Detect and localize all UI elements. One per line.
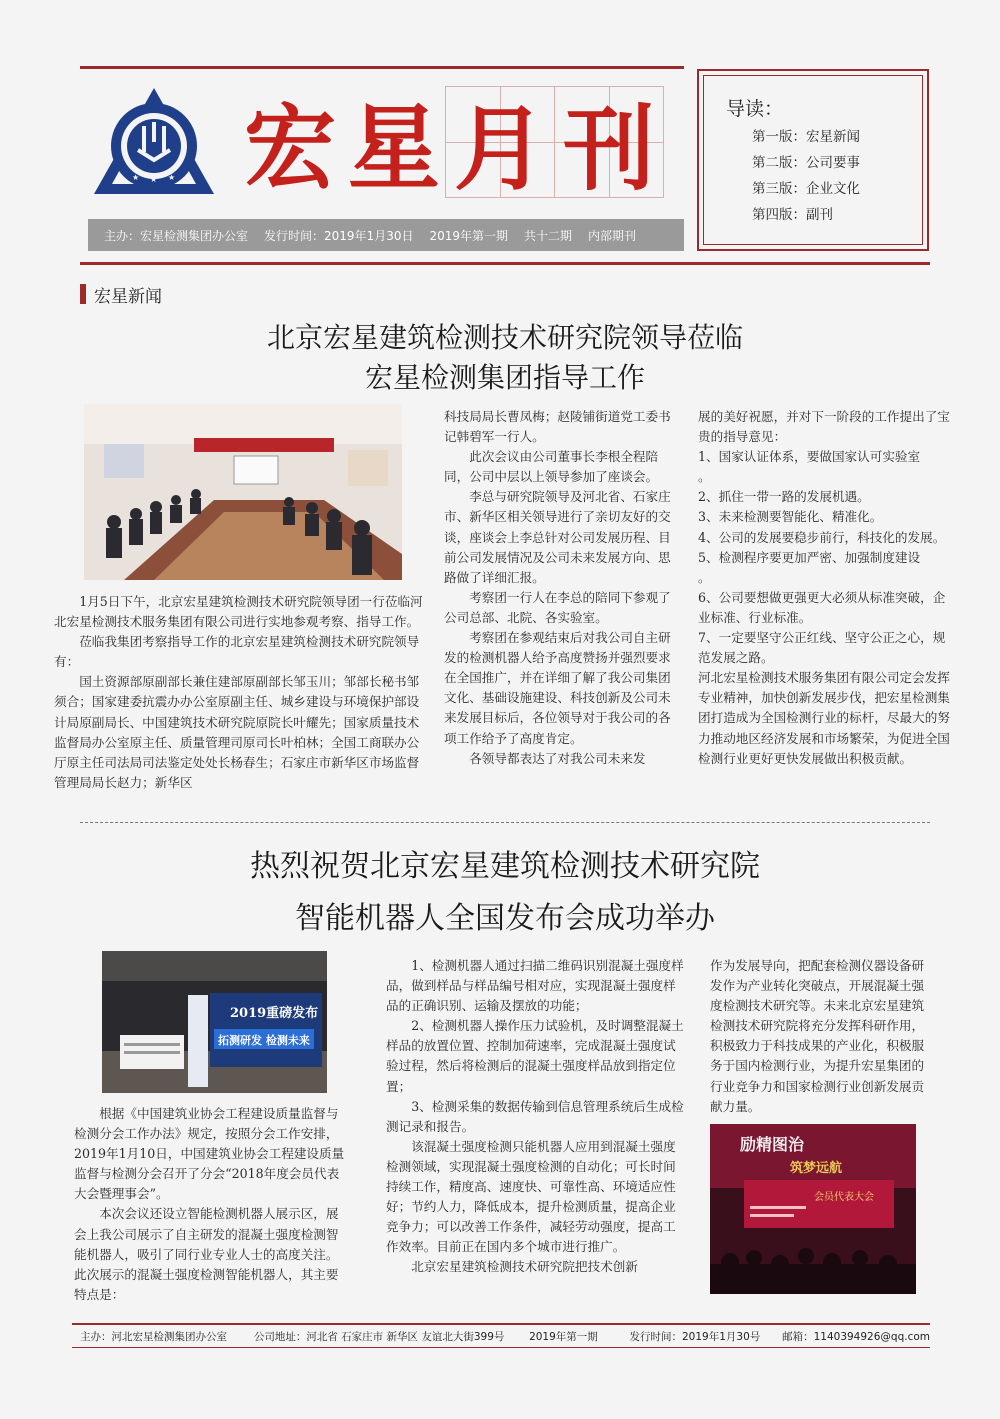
guide-item: 第二版：公司要事: [752, 155, 860, 171]
guidance-point: 。: [698, 469, 711, 485]
feature-point: 1、检测机器人通过扫描二维码识别混凝土强度样品，做到样品与样品编号相对应，实现混凝土强度样品的正确识别、运输及摆放的功能；: [386, 958, 684, 1014]
top-rule: [80, 66, 684, 69]
guide-item: 第三版：企业文化: [752, 181, 860, 197]
svg-text:★: ★: [168, 173, 176, 182]
paragraph: 该混凝土强度检测只能机器人应用到混凝土强度检测领域，实现混凝土强度检测的自动化；可长时间持续工作，精度高、速度快、可靠性高、环境适应性好；节约人力，降低成本，提升检测质量，提高企业竞争力；可以改善工作条件，减轻劳动强度，提高工作效率。目前正在国内多个城市进行推广。: [386, 1138, 676, 1255]
paragraph: 考察团一行人在李总的陪同下参观了公司总部、北院、各实验室。: [444, 589, 671, 625]
robot-launch-photo: [102, 951, 327, 1093]
article1-headline-line1: 北京宏星建筑检测技术研究院领导莅临: [266, 321, 743, 354]
photo-banner-big: 励精图治: [740, 1135, 805, 1154]
guide-title: 导读：: [726, 98, 784, 120]
photo-screen-text: 会员代表大会: [814, 1192, 874, 1203]
photo-banner-small: 筑梦远航: [790, 1161, 843, 1176]
svg-text:★: ★: [150, 175, 158, 184]
guidance-point: 1、国家认证体系，要做国家认可实验室: [698, 449, 921, 465]
footer-email: 邮箱：1140394926@qq.com: [782, 1331, 930, 1343]
guidance-point: 7、一定要坚守公正红线、坚守公正之心，规范发展之路。: [698, 630, 946, 666]
photo-banner-text: 2019重磅发布: [230, 1006, 319, 1021]
info-issue: 2019年第一期: [429, 228, 509, 243]
guidance-point: 2、抓住一带一路的发展机遇。: [698, 489, 870, 505]
paragraph: 展的美好祝愿，并对下一阶段的工作提出了宝贵的指导意见：: [698, 409, 950, 445]
footer-issue: 2019年第一期: [529, 1331, 598, 1343]
guidance-point: 6、公司要想做更强更大必须从标准突破，企业标准、行业标准。: [698, 589, 946, 625]
info-host: 主办：宏星检测集团办公室: [104, 228, 249, 243]
article1-column-1: [54, 592, 426, 793]
info-type: 内部期刊: [588, 228, 637, 243]
article-divider: [80, 822, 930, 823]
masthead-char: 刊: [554, 86, 664, 198]
footer-bottom-rule: [72, 1347, 930, 1348]
paragraph: 莅临我集团考察指导工作的北京宏星建筑检测技术研究院领导有：: [54, 634, 420, 670]
masthead-char: 月: [445, 86, 555, 198]
issue-info-bar: [88, 219, 684, 251]
article2-headline-line1: 热烈祝贺北京宏星建筑检测技术研究院: [250, 849, 760, 884]
paragraph: 河北宏星检测技术服务集团有限公司定会发挥专业精神，加快创新发展步伐，把宏星检测集团打造成为全国检测行业的标杆，尽最大的努力推动地区经济发展和市场繁荣，为促进全国检测行业更好更快发展做出积极贡献。: [698, 670, 950, 766]
photo-sign-text: 拓测研发 检测未来: [218, 1034, 310, 1047]
guide-item: 第一版：宏星新闻: [752, 129, 860, 145]
masthead-title: [238, 86, 664, 203]
paragraph: 此次会议由公司董事长李根全程陪同，公司中层以上领导参加了座谈会。: [444, 449, 659, 485]
article1-headline-line2: 宏星检测集团指导工作: [364, 361, 645, 394]
article1-column-2: [444, 407, 674, 769]
paragraph: 国土资源部原副部长兼住建部原副部长邹玉川；邹部长秘书邹须合；国家建委抗震办办公室原副主任、城乡建设与环境保护部设计局原副局长、中国建筑技术研究院原院长叶耀先；国家质量技术监督局办公室原主任、质量管理司原司长叶柏林；全国工商联办公厅原主任司法局司法鉴定处处长杨春生；石家庄市新华区市场监督管理局局长赵力；新华区: [54, 674, 420, 790]
footer: [80, 1329, 930, 1344]
footer-top-rule: [72, 1323, 930, 1325]
guidance-point: 5、检测程序要更加严密、加强制度建设: [698, 549, 921, 565]
article1-column-3: [698, 407, 950, 769]
masthead-bottom-rule: [80, 262, 930, 265]
paragraph: 作为发展导向，把配套检测仪器设备研发作为产业转化突破点，开展混凝土强度检测技术研究等。未来北京宏星建筑检测技术研究院将充分发挥科研作用，积极致力于科技成果的产业化，积极服务于国内检测行业，为提升宏星集团的行业竞争力和国家检测行业创新发展贡献力量。: [710, 958, 925, 1114]
footer-host: 主办：河北宏星检测集团办公室: [80, 1331, 227, 1343]
paragraph: 北京宏星建筑检测技术研究院把技术创新: [411, 1259, 638, 1275]
guidance-point: 4、公司的发展要稳步前行，科技化的发展。: [698, 529, 946, 545]
footer-date: 发行时间：2019年1月30号: [629, 1331, 761, 1343]
company-logo: [92, 86, 216, 198]
guide-item: 第四版：副刊: [752, 207, 833, 223]
feature-point: 3、检测采集的数据传输到信息管理系统后生成检测记录和报告。: [386, 1098, 684, 1134]
paragraph: 1月5日下午，北京宏星建筑检测技术研究院领导团一行莅临河北宏星检测技术服务集团有限公司进行实地参观考察、指导工作。: [54, 594, 423, 630]
info-date: 发行时间：2019年1月30日: [264, 228, 414, 243]
masthead-char: 宏: [243, 94, 336, 202]
section-label: 宏星新闻: [94, 287, 162, 307]
conference-photo: [710, 1124, 916, 1294]
paragraph: 根据《中国建筑业协会工程建设质量监督与检测分会工作办法》规定，按照分会工作安排，2019年1月10日，中国建筑业协会工程建设质量监督与检测分会召开了分会“2018年度会员代表大会暨理事会”。: [74, 1106, 345, 1202]
paragraph: 考察团在参观结束后对我公司自主研发的检测机器人给予高度赞扬并强烈要求在全国推广，并在详细了解了我公司集团文化、基础设施建设、科技创新及公司未来发展目标后，各位领导对于我公司的各项工作给予了高度肯定。: [444, 630, 671, 746]
guidance-point: 3、未来检测要智能化、精准化。: [698, 509, 883, 525]
guidance-point: 。: [698, 569, 711, 585]
article2-headline-line2: 智能机器人全国发布会成功举办: [295, 901, 715, 936]
article2-column-1: [74, 1104, 350, 1305]
section-marker: [80, 284, 86, 304]
meeting-photo: [84, 404, 402, 580]
feature-point: 2、检测机器人操作压力试验机，及时调整混凝土样品的放置位置、控制加荷速率，完成混凝土强度试验过程，然后将检测后的混凝土强度样品放到指定位置；: [386, 1018, 684, 1094]
paragraph: 各领导都表达了对我公司未来发: [469, 750, 646, 766]
paragraph: 本次会议还设立智能检测机器人展示区，展会上我公司展示了自主研发的混凝土强度检测智能机器人，吸引了同行业专业人士的高度关注。此次展示的混凝土强度检测智能机器人，其主要特点是：: [74, 1206, 339, 1302]
footer-address: 公司地址：河北省 石家庄市 新华区 友谊北大街399号: [253, 1331, 505, 1343]
paragraph: 科技局局长曹凤梅；赵陵铺街道党工委书记韩碧军一行人。: [444, 409, 671, 445]
svg-text:★: ★: [132, 173, 140, 182]
info-total: 共十二期: [524, 228, 573, 243]
masthead-char: 星: [347, 94, 440, 202]
article2-column-3: [710, 956, 936, 1117]
paragraph: 李总与研究院领导及河北省、石家庄市、新华区相关领导进行了亲切友好的交谈，座谈会上李总针对公司发展历程、目前公司发展情况及公司未来发展方向、思路做了详细汇报。: [444, 489, 671, 585]
article2-column-2: [386, 956, 686, 1278]
